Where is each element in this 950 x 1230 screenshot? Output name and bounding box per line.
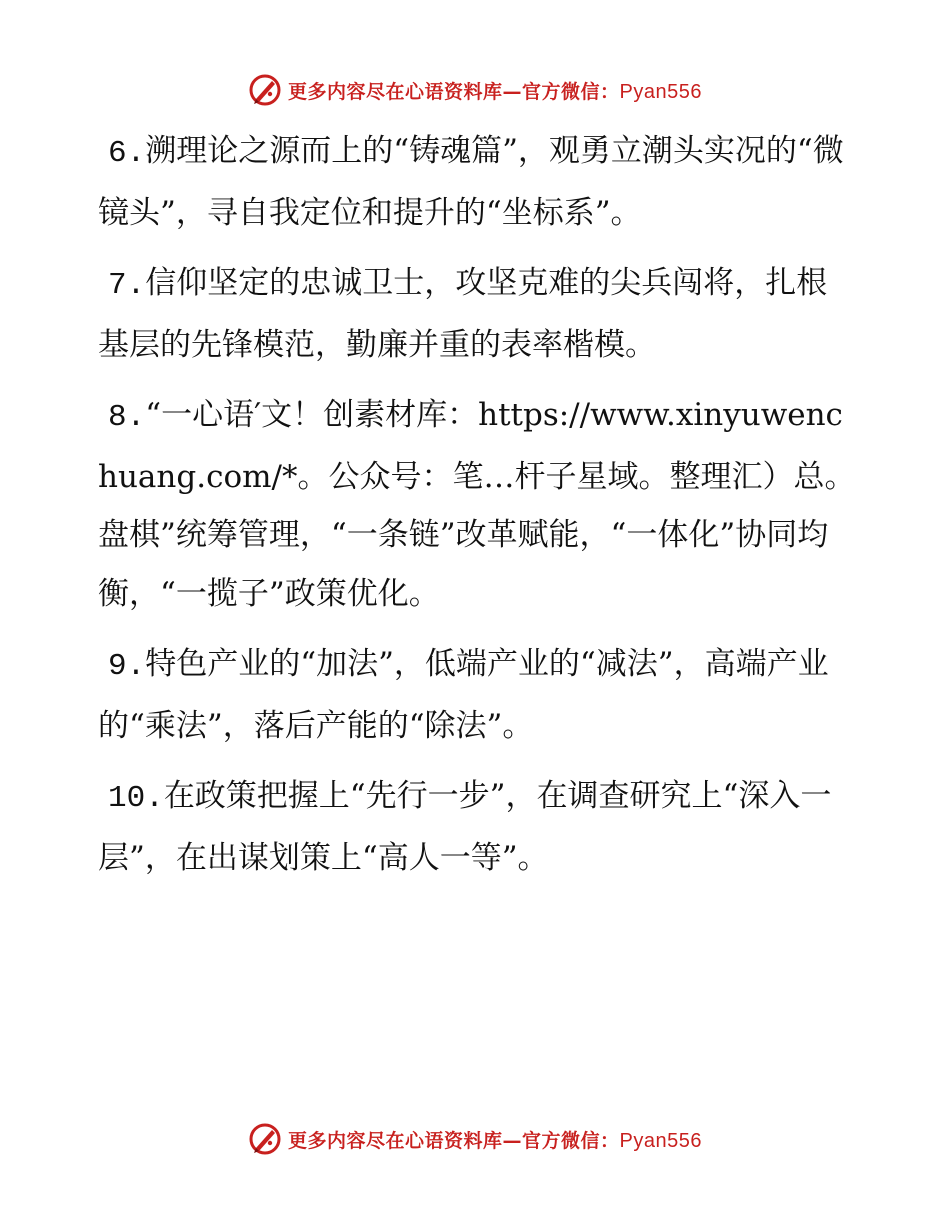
pen-logo-icon — [248, 73, 282, 107]
header-wechat-id: Pyan556 — [619, 80, 702, 103]
paragraph-text: 信仰坚定的忠诚卫士，攻坚克难的尖兵闯将，扎根基层的先锋模范，勤廉并重的表率楷模。 — [98, 265, 828, 363]
footer-separator: — — [502, 1129, 523, 1152]
footer-brand-text: 更多内容尽在心语资料库 — [288, 1129, 503, 1152]
footer-wechat-id: Pyan556 — [619, 1129, 702, 1152]
paragraph-text: “一心语′文！创素材库：https://www.xinyuwenchuang.com/*。公众号：笔…杆子星域。整理汇）总。盘棋”统筹管理，“一条链”改革赋能，“一体化”协同均衡，“一揽子”政策优化。 — [98, 397, 856, 612]
footer-watermark — [0, 1119, 950, 1159]
paragraph-number: 10. — [108, 781, 164, 816]
paragraph-number: 6. — [108, 136, 146, 171]
header-official-label: 官方微信： — [522, 80, 620, 103]
paragraph-number: 8. — [108, 400, 146, 435]
footer-official-label: 官方微信： — [522, 1129, 620, 1152]
main-content — [98, 122, 858, 899]
paragraph-6 — [98, 122, 858, 242]
header-watermark — [0, 70, 950, 110]
paragraph-text: 溯理论之源而上的“铸魂篇”，观勇立潮头实况的“微镜头”，寻自我定位和提升的“坐标系”。 — [98, 133, 844, 231]
header-separator: — — [502, 80, 523, 103]
paragraph-number: 9. — [108, 649, 146, 684]
paragraph-7 — [98, 254, 858, 374]
paragraph-number: 7. — [108, 268, 146, 303]
paragraph-8 — [98, 386, 858, 623]
header-brand-line — [288, 77, 702, 104]
footer-brand-line — [288, 1126, 702, 1153]
header-brand-text: 更多内容尽在心语资料库 — [288, 80, 503, 103]
paragraph-9 — [98, 635, 858, 755]
paragraph-10 — [98, 767, 858, 887]
paragraph-text: 在政策把握上“先行一步”，在调查研究上“深入一层”，在出谋划策上“高人一等”。 — [98, 778, 832, 876]
pen-logo-icon — [248, 1122, 282, 1156]
paragraph-text: 特色产业的“加法”，低端产业的“减法”，高端产业的“乘法”，落后产能的“除法”。 — [98, 646, 829, 744]
